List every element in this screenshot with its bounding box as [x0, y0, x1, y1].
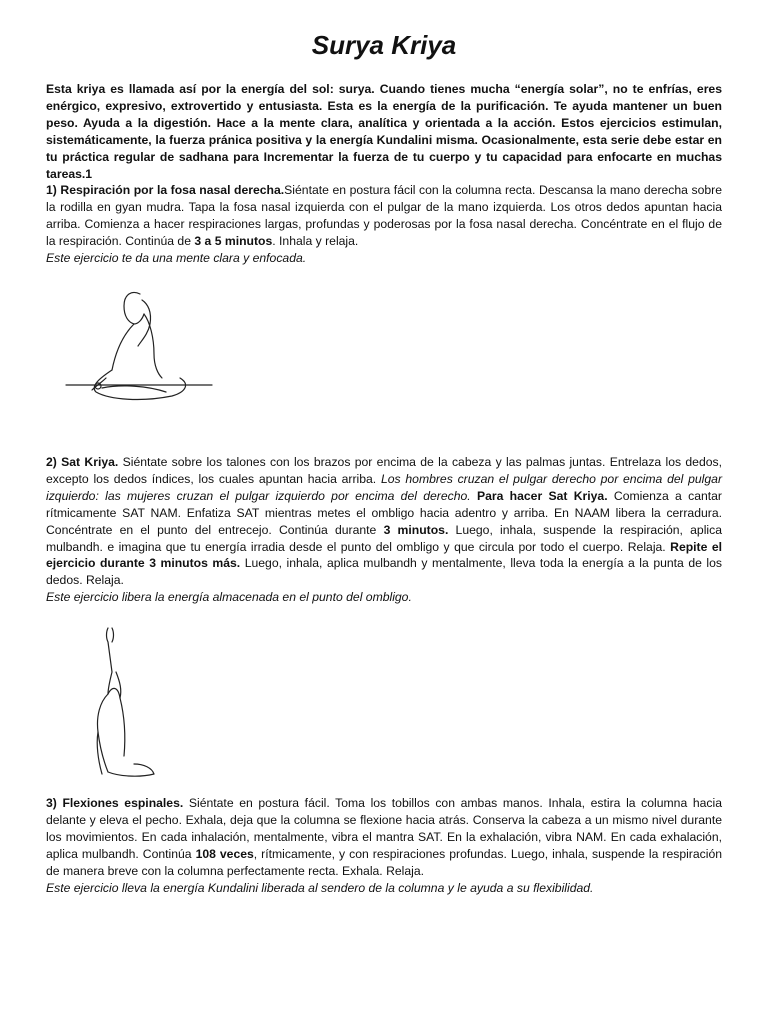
ex1-duration: 3 a 5 minutos: [194, 234, 273, 249]
ex2-heading: 2) Sat Kriya.: [46, 455, 119, 469]
ex2-bold2: Para hacer Sat Kriya.: [470, 488, 608, 503]
ex2-paragraph: [46, 454, 722, 606]
ex1-note: Este ejercicio te da una mente clara y enfocada.: [46, 251, 307, 266]
intro-paragraph: [46, 81, 722, 267]
ex3-paragraph: [46, 795, 722, 896]
ex2-body4: Luego, inhala, aplica mulbandh y mentalmente, lleva toda la energía a la punta de los dedos. Relaja.: [46, 556, 722, 588]
ex3-count: 108 veces: [195, 846, 254, 861]
ex1-end: . Inhala y relaja.: [272, 234, 359, 249]
ex1-body: Siéntate en postura fácil con la columna recta. Descansa la mano derecha sobre la rodilla en gyan mudra. Tapa la fosa nasal izquierda con el pulgar de la mano izquierda. Los otros dedos apuntan hacia arriba. Comienza a hacer respiraciones largas, profundas y poderosas por la fosa nasal derecha. Concéntrate en el flujo de la respiración. Continúa de: [46, 183, 722, 249]
intro-text: Esta kriya es llamada así por la energía del sol: surya. Cuando tienes mucha “energía solar”, no te enfrías, eres enérgico, expresivo, extrovertido y entusiasta. Esta es la energía de la purificación. Te ayuda mantener un buen peso. Ayuda a la digestión. Hace a la mente clara, analítica y orientada a la acción. Estos ejercicios estimulan, sistemáticamente, la fuerza pránica positiva y la energía Kundalini misma. Ocasionalmente, esta serie debe estar en tu práctica regular de sadhana para Incrementar la fuerza de tu cuerpo y tu capacidad para enfocarte en muchas tareas.1: [46, 82, 722, 181]
ex2-body1: Siéntate sobre los talones con los brazos por encima de la cabeza y las palmas juntas. Entrelaza los dedos, excepto los dedos índices, los cuales apuntan hacia arriba.: [46, 455, 722, 486]
ex1-illustration: [62, 282, 222, 412]
ex2-duration: 3 minutos.: [383, 522, 449, 537]
page-title: Surya Kriya: [311, 30, 457, 60]
ex2-bold3: Repite el ejercicio durante 3 minutos más.: [46, 539, 722, 571]
ex3-heading: 3) Flexiones espinales.: [46, 796, 184, 810]
ex2-note: Este ejercicio libera la energía almacenada en el punto del ombligo.: [46, 590, 412, 605]
ex3-body2: , rítmicamente, y con respiraciones profundas. Luego, inhala, suspende la respiración de manera breve con la columna perfectamente recta. Exhala. Relaja.: [46, 846, 722, 878]
ex2-body2: Comienza a cantar rítmicamente SAT NAM. Enfatiza SAT mientras metes el ombligo hacia adentro y arriba. En NAAM libera la cerradura. Concéntrate en el punto del entrecejo. Continúa durante: [46, 488, 722, 537]
ex1-heading: 1) Respiración por la fosa nasal derecha.: [46, 183, 285, 198]
ex2-illustration: [78, 624, 168, 784]
ex3-note: Este ejercicio lleva la energía Kundalini liberada al sendero de la columna y le ayuda a su flexibilidad.: [46, 880, 594, 895]
ex2-body3: Luego, inhala, suspende la respiración, aplica mulbandh. e imagina que tu energía irradia desde el punto del ombligo y que circula por todo el cuerpo. Relaja.: [46, 522, 722, 554]
ex3-body1: Siéntate en postura fácil. Toma los tobillos con ambas manos. Inhala, estira la columna hacia delante y eleva el pecho. Exhala, deja que la columna se flexione hacia atrás. Conserva la cabeza a un mismo nivel durante los movimientos. En cada inhalación, mentalmente, vibra el mantra SAT. En la exhalación, vibra NAM. En cada exhalación, aplica mulbandh. Continúa: [46, 796, 723, 861]
ex2-italic: Los hombres cruzan el pulgar derecho por encima del pulgar izquierdo: las mujeres cruzan el pulgar izquierdo por encima del derecho.: [46, 471, 723, 503]
